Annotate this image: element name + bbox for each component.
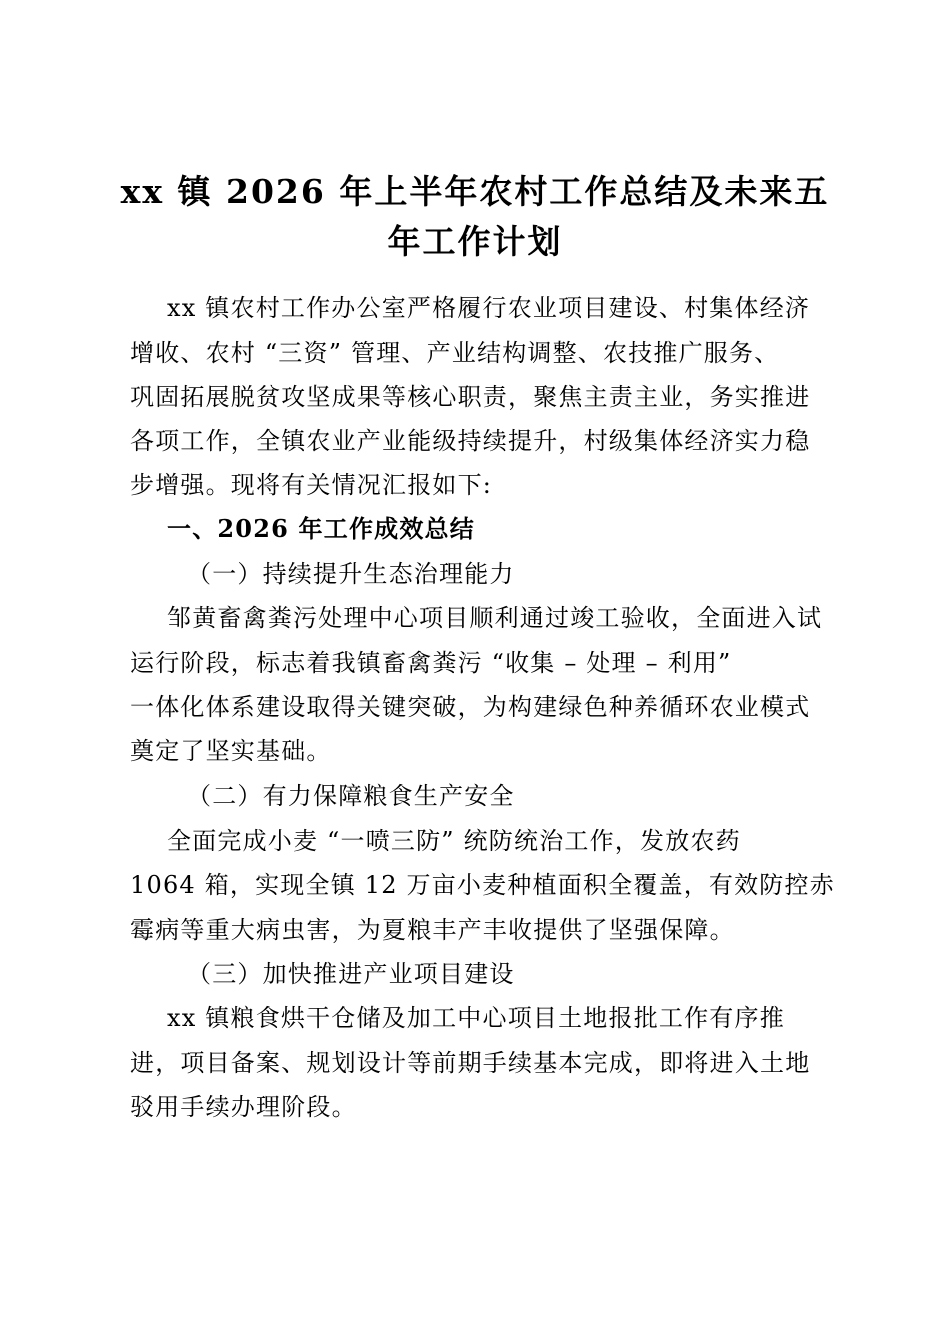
subsection-1-line-3: 一体化体系建设取得关键突破，为构建绿色种养循环农业模式	[130, 693, 811, 721]
subsection-1-line-4: 奠定了坚实基础。	[130, 737, 332, 765]
subsection-3-heading: （三）加快推进产业项目建设	[187, 960, 515, 988]
subsection-3-line-1: xx 镇粮食烘干仓储及加工中心项目土地报批工作有序推	[167, 1004, 785, 1032]
intro-line-1: xx 镇农村工作办公室严格履行农业项目建设、村集体经济	[167, 294, 811, 322]
subsection-1-heading: （一）持续提升生态治理能力	[187, 560, 515, 588]
subsection-2-line-1: 全面完成小麦 “一喷三防” 统防统治工作，发放农药	[167, 827, 741, 855]
subsection-3-line-3: 驳用手续办理阶段。	[130, 1093, 357, 1121]
intro-line-2: 增收、农村 “三资” 管理、产业结构调整、农技推广服务、	[130, 339, 780, 367]
subsection-1-line-1: 邹黄畜禽粪污处理中心项目顺利通过竣工验收，全面进入试	[167, 604, 823, 632]
subsection-1-line-2: 运行阶段，标志着我镇畜禽粪污 “收集 – 处理 – 利用”	[130, 649, 732, 677]
intro-line-5: 步增强。现将有关情况汇报如下:	[130, 471, 493, 499]
subsection-3-line-2: 进，项目备案、规划设计等前期手续基本完成，即将进入土地	[130, 1049, 811, 1077]
subsection-2-line-2: 1064 箱，实现全镇 12 万亩小麦种植面积全覆盖，有效防控赤	[130, 871, 835, 899]
subsection-2-heading: （二）有力保障粮食生产安全	[187, 782, 515, 810]
document-title-line-2: 年工作计划	[387, 222, 563, 261]
intro-line-3: 巩固拓展脱贫攻坚成果等核心职责，聚焦主责主业，务实推进	[130, 383, 811, 411]
subsection-2-line-3: 霉病等重大病虫害，为夏粮丰产丰收提供了坚强保障。	[130, 916, 735, 944]
section-1-heading: 一、2026 年工作成效总结	[167, 514, 475, 543]
intro-line-4: 各项工作，全镇农业产业能级持续提升，村级集体经济实力稳	[130, 427, 811, 455]
document-title-line-1: xx 镇 2026 年上半年农村工作总结及未来五	[120, 172, 830, 211]
